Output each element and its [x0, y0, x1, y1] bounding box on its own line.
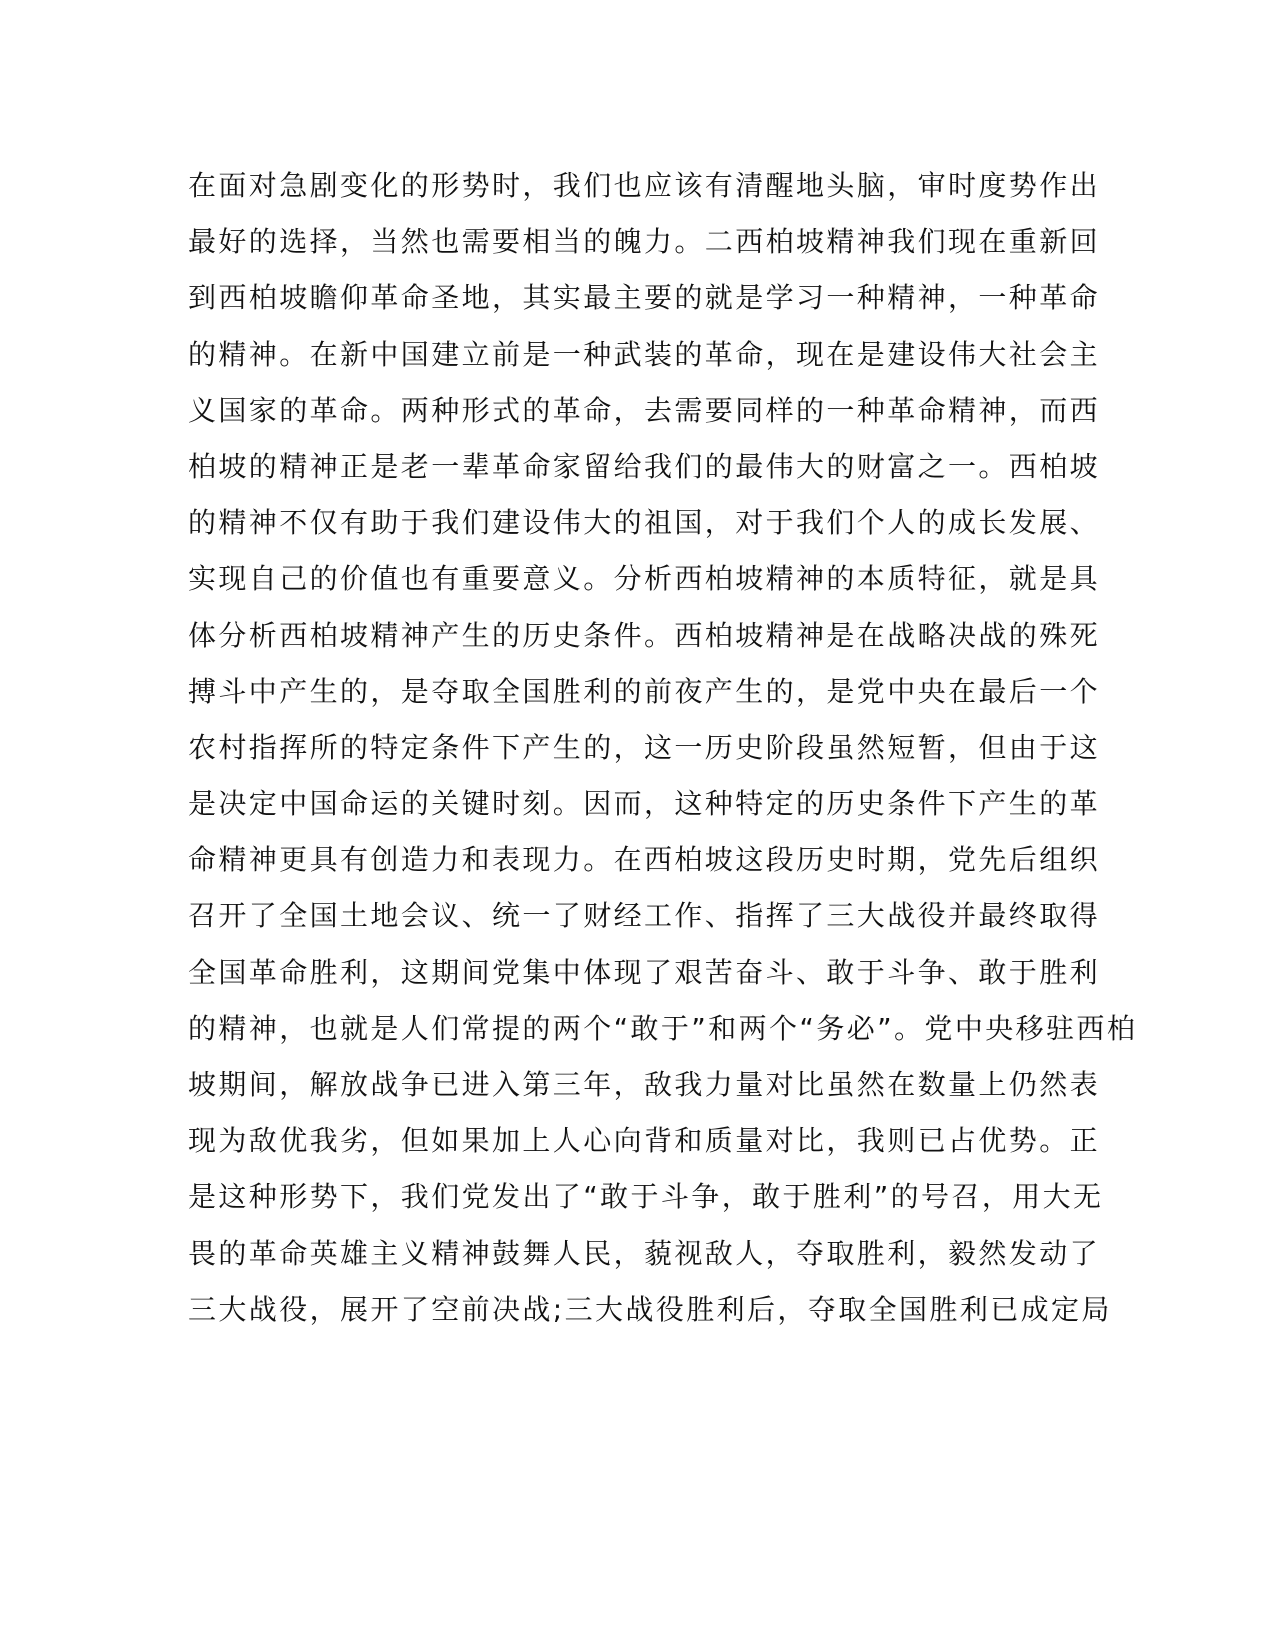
- text-line: 柏坡的精神正是老一辈革命家留给我们的最伟大的财富之一。西柏坡: [188, 449, 1101, 483]
- body-text: [188, 158, 1138, 1338]
- text-line: 搏斗中产生的，是夺取全国胜利的前夜产生的，是党中央在最后一个: [188, 674, 1101, 708]
- text-line: 的精神，也就是人们常提的两个“敢于”和两个“务必”。党中央移驻西柏: [188, 1011, 1138, 1045]
- text-line: 的精神。在新中国建立前是一种武装的革命，现在是建设伟大社会主: [188, 337, 1101, 371]
- text-line: 坡期间，解放战争已进入第三年，敌我力量对比虽然在数量上仍然表: [188, 1068, 1101, 1101]
- text-line: 实现自己的价值也有重要意义。分析西柏坡精神的本质特征，就是具: [188, 562, 1101, 596]
- text-line: 到西柏坡瞻仰革命圣地，其实最主要的就是学习一种精神，一种革命: [188, 281, 1101, 315]
- text-line: 在面对急剧变化的形势时，我们也应该有清醒地头脑，审时度势作出: [188, 169, 1101, 202]
- text-line: 是这种形势下，我们党发出了“敢于斗争，敢于胜利”的号召，用大无: [188, 1180, 1104, 1214]
- text-line: 召开了全国土地会议、统一了财经工作、指挥了三大战役并最终取得: [188, 899, 1101, 933]
- text-line: 体分析西柏坡精神产生的历史条件。西柏坡精神是在战略决战的殊死: [188, 618, 1101, 652]
- text-line: 的精神不仅有助于我们建设伟大的祖国，对于我们个人的成长发展、: [188, 506, 1101, 540]
- text-line: 现为敌优我劣，但如果加上人心向背和质量对比，我则已占优势。正: [188, 1124, 1101, 1158]
- text-line: 义国家的革命。两种形式的革命，去需要同样的一种革命精神，而西: [188, 393, 1101, 427]
- text-line: 最好的选择，当然也需要相当的魄力。二西柏坡精神我们现在重新回: [188, 225, 1101, 259]
- text-line: 农村指挥所的特定条件下产生的，这一历史阶段虽然短暂，但由于这: [188, 730, 1101, 764]
- text-line: 命精神更具有创造力和表现力。在西柏坡这段历史时期，党先后组织: [188, 843, 1101, 877]
- text-line: 是决定中国命运的关键时刻。因而，这种特定的历史条件下产生的革: [188, 787, 1101, 821]
- text-line: 三大战役，展开了空前决战;三大战役胜利后，夺取全国胜利已成定局: [188, 1292, 1112, 1326]
- text-line: 畏的革命英雄主义精神鼓舞人民，藐视敌人，夺取胜利，毅然发动了: [188, 1236, 1101, 1270]
- text-line: 全国革命胜利，这期间党集中体现了艰苦奋斗、敢于斗争、敢于胜利: [188, 955, 1101, 989]
